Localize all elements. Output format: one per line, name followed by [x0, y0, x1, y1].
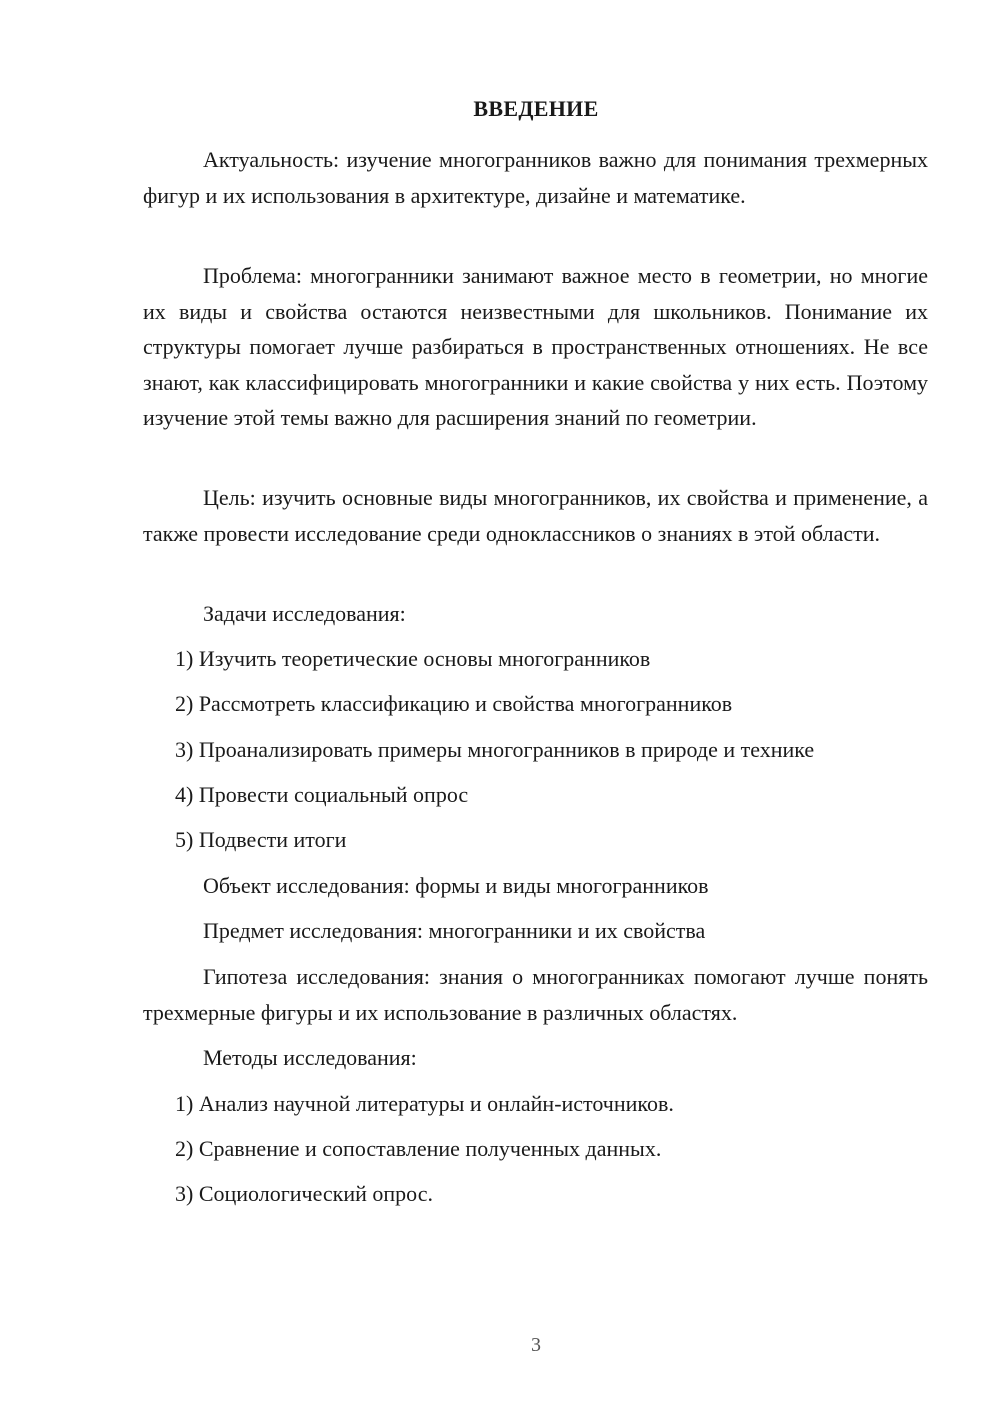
- hypothesis-paragraph: Гипотеза исследования: знания о многогранниках помогают лучше понять трехмерные фигуры и их использование в различных областях.: [143, 964, 928, 1025]
- methods-heading: Методы исследования:: [203, 1045, 417, 1070]
- list-item: 2) Рассмотреть классификацию и свойства многогранников: [175, 691, 733, 716]
- problem-paragraph: Проблема: многогранники занимают важное место в геометрии, но многие их виды и свойства остаются неизвестными для школьников. Понимание их структуры помогает лучше разбираться в пространственных отношениях. Не все знают, как классифицировать многогранники и какие свойства у них есть. Поэтому изучение этой темы важно для расширения знаний по геометрии.: [143, 263, 928, 430]
- list-item: 4) Провести социальный опрос: [175, 782, 469, 807]
- list-item: 3) Проанализировать примеры многогранников в природе и технике: [175, 737, 815, 762]
- section-title: ВВЕДЕНИЕ: [473, 96, 599, 121]
- page-number: 3: [531, 1334, 541, 1356]
- object-line: Объект исследования: формы и виды многогранников: [203, 873, 709, 898]
- list-item: 1) Анализ научной литературы и онлайн-источников.: [175, 1091, 674, 1116]
- list-item: 5) Подвести итоги: [175, 827, 347, 852]
- list-item: 2) Сравнение и сопоставление полученных данных.: [175, 1136, 662, 1161]
- relevance-paragraph: Актуальность: изучение многогранников важно для понимания трехмерных фигур и их использования в архитектуре, дизайне и математике.: [143, 147, 928, 208]
- list-item: 3) Социологический опрос.: [175, 1181, 433, 1206]
- goal-paragraph: Цель: изучить основные виды многогранников, их свойства и применение, а также провести исследование среди одноклассников о знаниях в этой области.: [143, 485, 928, 546]
- tasks-heading: Задачи исследования:: [203, 601, 406, 626]
- subject-line: Предмет исследования: многогранники и их свойства: [203, 918, 706, 943]
- list-item: 1) Изучить теоретические основы многогранников: [175, 646, 651, 671]
